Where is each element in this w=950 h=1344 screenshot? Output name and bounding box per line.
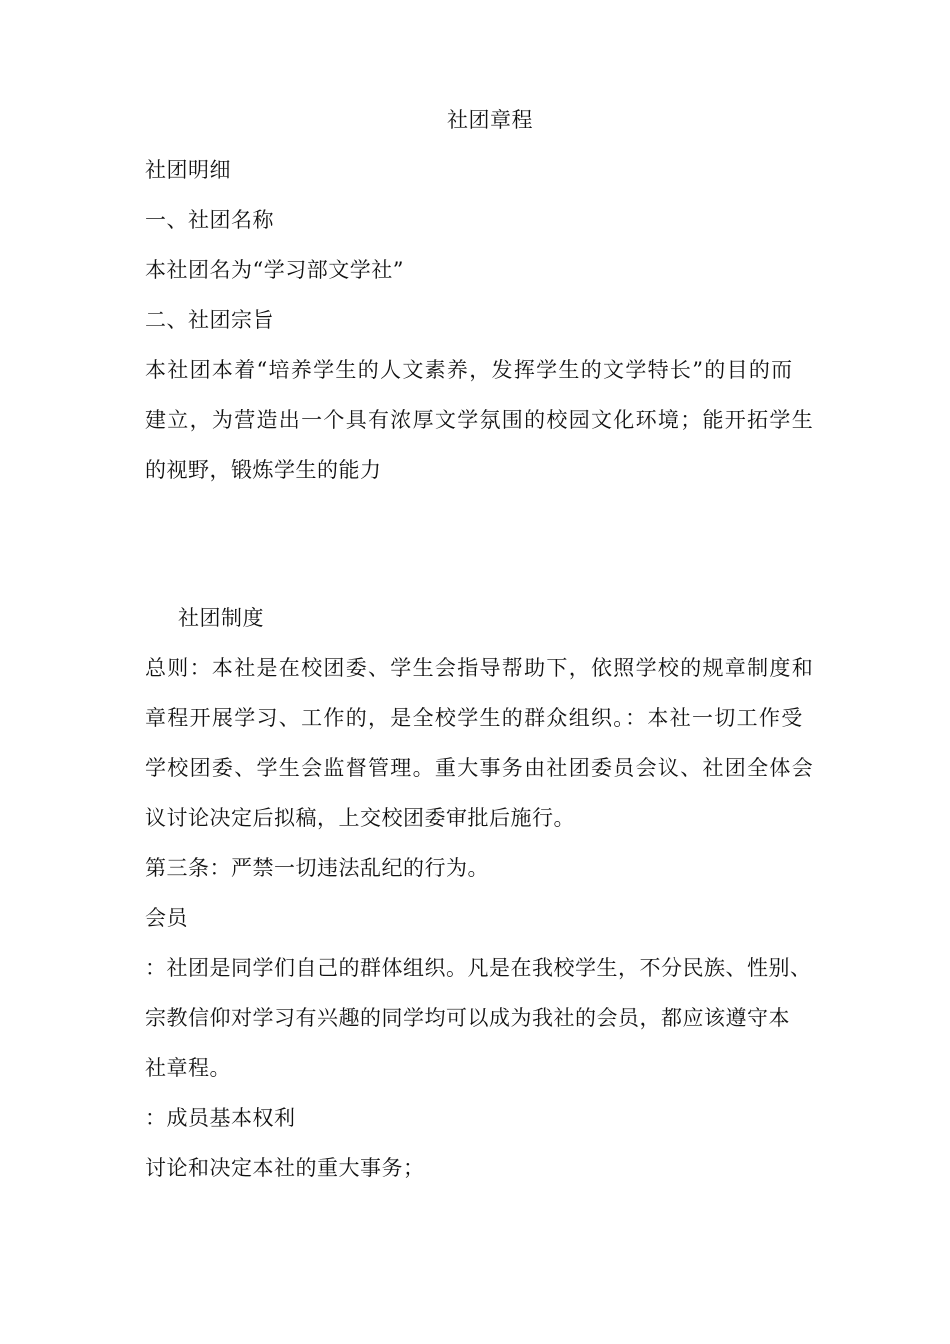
rights-item: 讨论和决定本社的重大事务； (145, 1156, 425, 1180)
article-three: 第三条：严禁一切违法乱纪的行为。 (145, 856, 489, 880)
purpose-text-line: 的视野，锻炼学生的能力 (145, 458, 382, 482)
purpose-text-line: 本社团本着“培养学生的人文素养，发挥学生的文学特长”的目的而 (145, 358, 794, 382)
purpose-text-line: 建立，为营造出一个具有浓厚文学氛围的校园文化环境；能开拓学生 (145, 408, 814, 432)
item-heading-name: 一、社团名称 (145, 208, 274, 232)
member-text-line: 宗教信仰对学习有兴趣的同学均可以成为我社的会员，都应该遵守本 (145, 1006, 790, 1030)
member-text-line: 社章程。 (145, 1056, 231, 1080)
section-heading-details: 社团明细 (145, 158, 231, 182)
section-heading-rules: 社团制度 (178, 606, 264, 630)
general-rule-line: 议讨论决定后拟稿，上交校团委审批后施行。 (145, 806, 575, 830)
item-text-name: 本社团名为“学习部文学社” (145, 258, 404, 282)
document-title: 社团章程 (447, 108, 533, 132)
member-text-line: ：社团是同学们自己的群体组织。凡是在我校学生，不分民族、性别、 (145, 956, 812, 980)
general-rule-line: 学校团委、学生会监督管理。重大事务由社团委员会议、社团全体会 (145, 756, 814, 780)
rights-heading: ：成员基本权利 (145, 1106, 296, 1130)
general-rule-line: 总则：本社是在校团委、学生会指导帮助下，依照学校的规章制度和 (145, 656, 814, 680)
general-rule-line: 章程开展学习、工作的，是全校学生的群众组织。：本社一切工作受 (145, 706, 804, 730)
item-heading-purpose: 二、社团宗旨 (145, 308, 274, 332)
member-heading: 会员 (145, 906, 188, 930)
